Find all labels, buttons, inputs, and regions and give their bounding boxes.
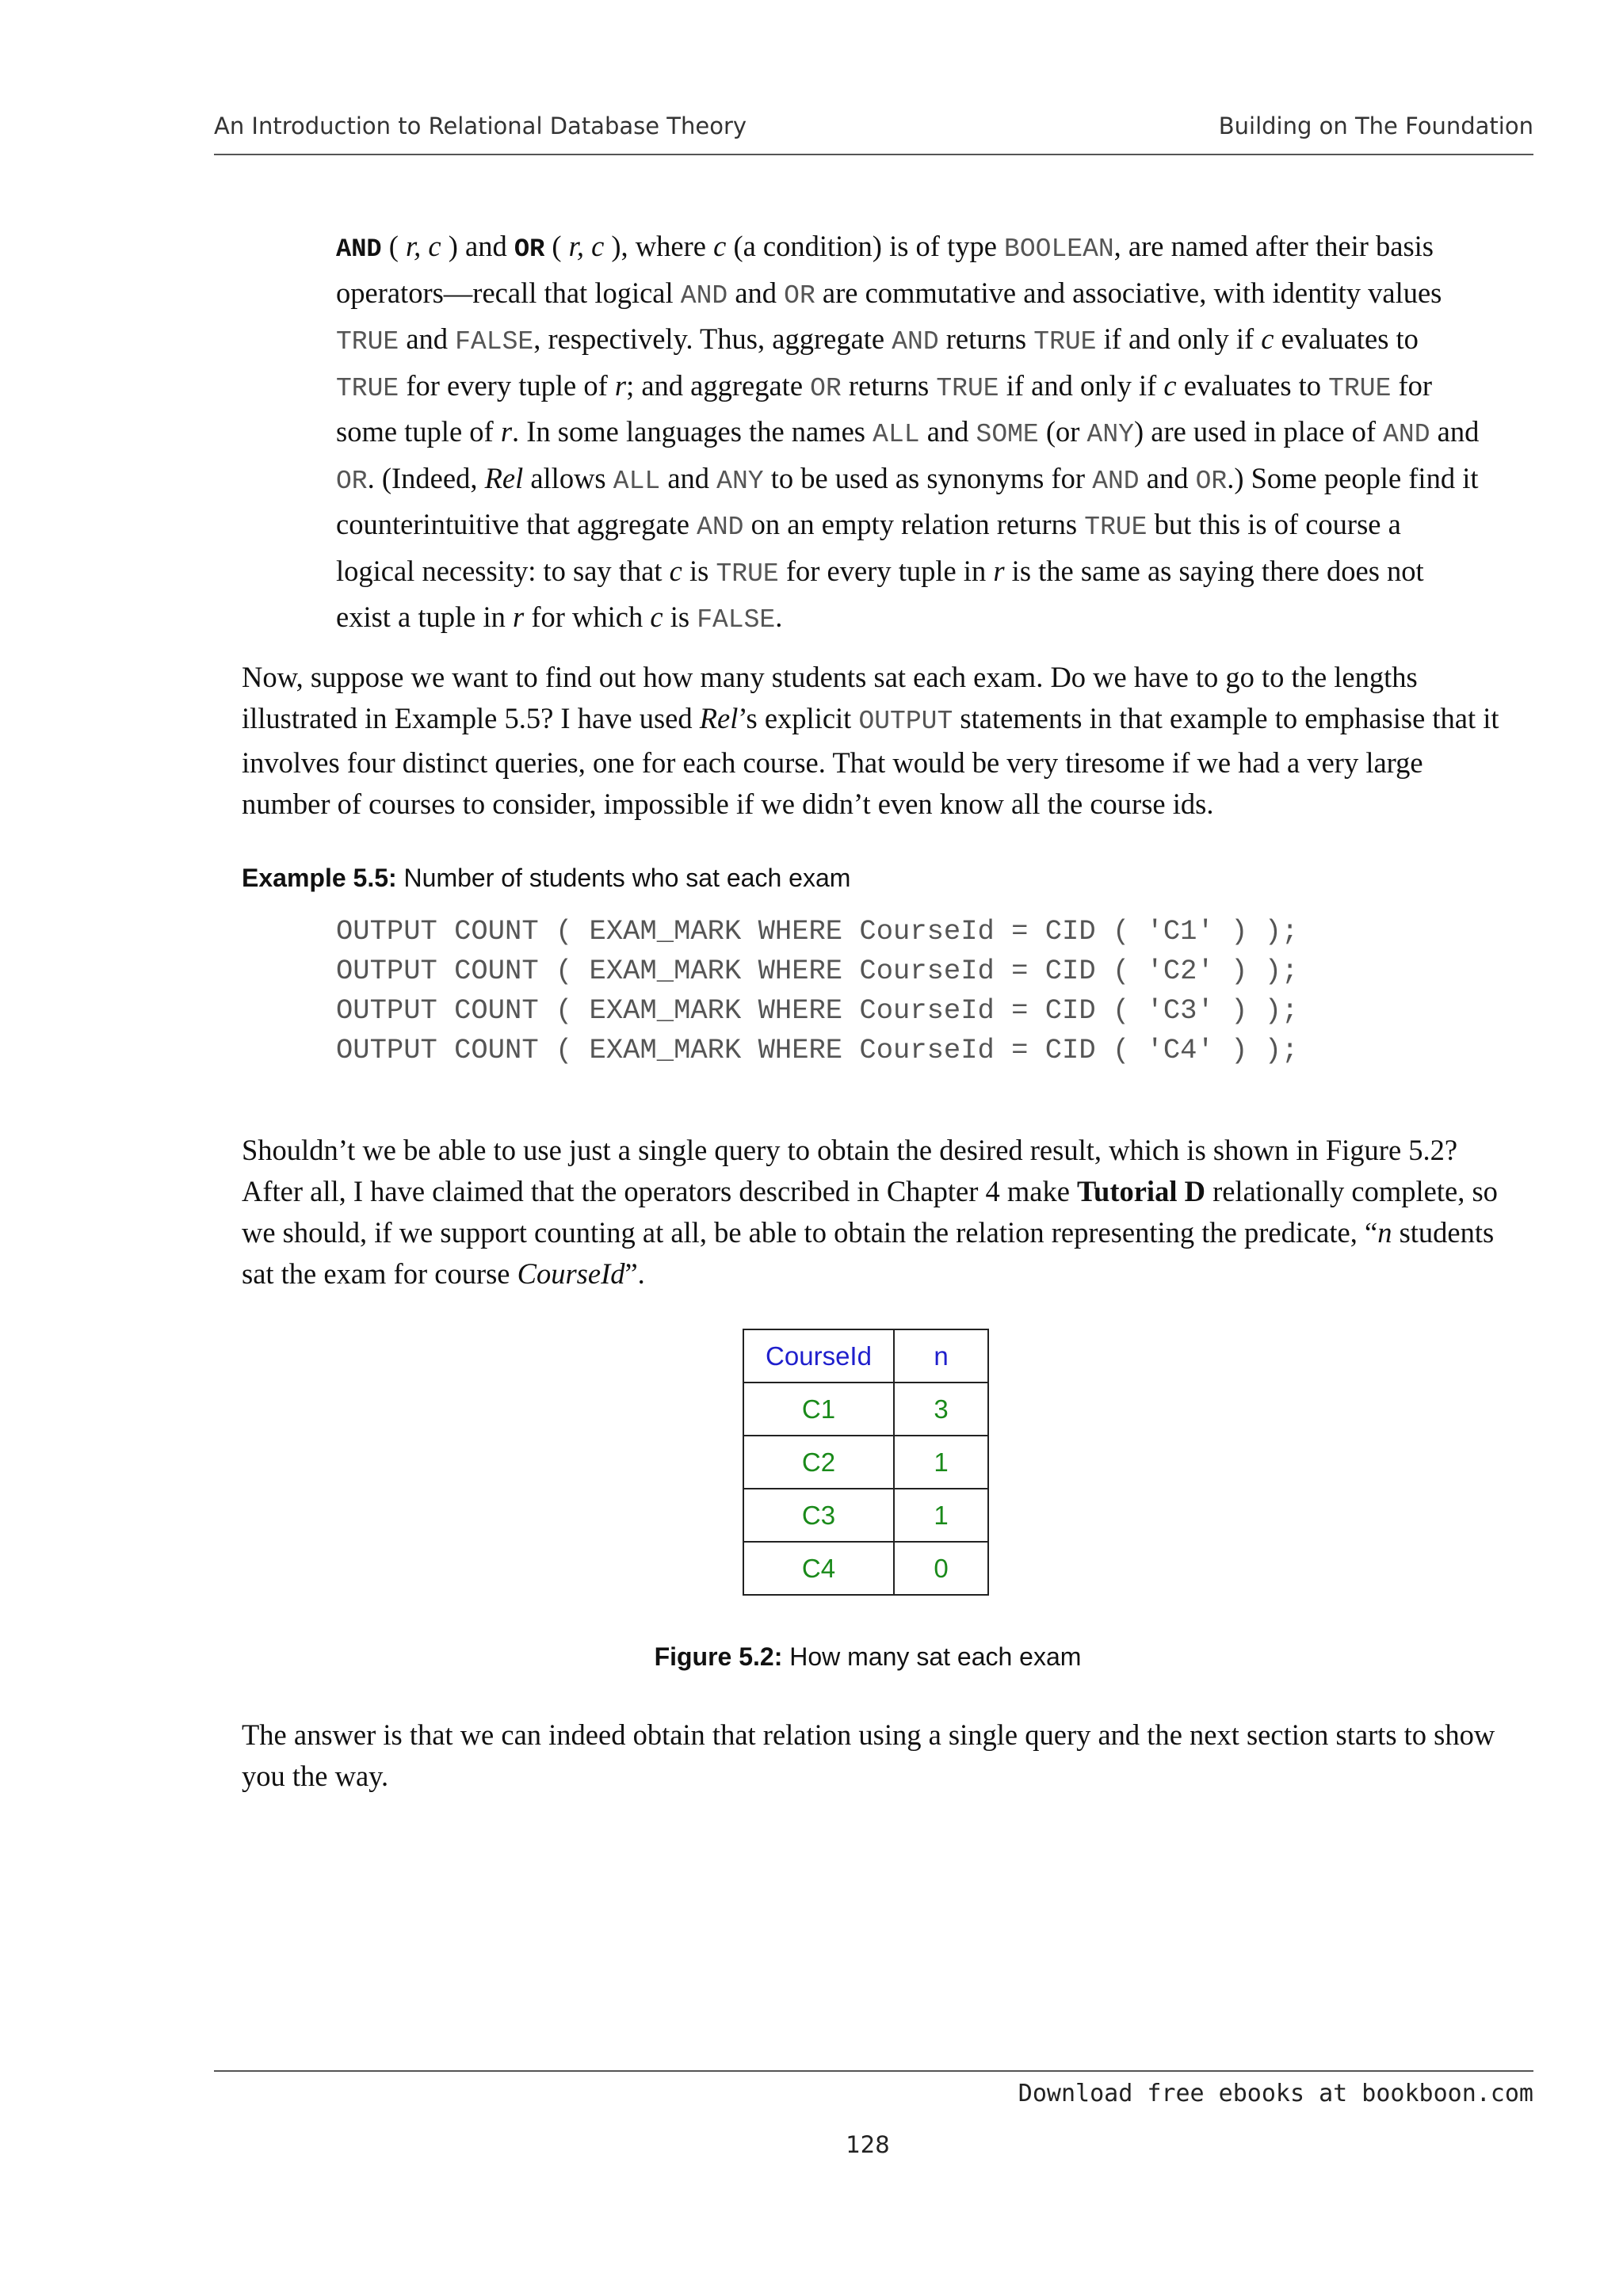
code-line: OUTPUT COUNT ( EXAM_MARK WHERE CourseId = CID ( 'C3' ) );	[336, 994, 1299, 1027]
table-cell: C2	[743, 1436, 894, 1489]
table-cell: C3	[743, 1489, 894, 1542]
footer-download-text: Download free ebooks at bookboon.com	[1018, 2080, 1533, 2107]
paragraph-answer: The answer is that we can indeed obtain that relation using a single query and the next section starts to show you the way.	[242, 1718, 1495, 1792]
chapter-title: Building on The Foundation	[1218, 113, 1533, 139]
column-header: CourseId	[743, 1329, 894, 1383]
relation-table	[743, 1329, 989, 1596]
example-caption: Example 5.5: Number of students who sat each exam	[242, 864, 851, 892]
table-row	[743, 1542, 988, 1595]
table-cell: 3	[894, 1383, 988, 1436]
table-cell: 1	[894, 1436, 988, 1489]
table-cell: 0	[894, 1542, 988, 1595]
aggregate-and-or-block: AND ( r, c ) and OR ( r, c ), where c (a condition) is of type BOOLEAN, are named after their basis operators—recall that logical AND and OR are commutative and associative, with identity values TRUE and FALSE, respectively. Thus, aggregate AND returns TRUE if and only if c evaluates to TRUE for every tuple of r; and aggregate OR returns TRUE if and only if c evaluates to TRUE for some tuple of r. In some languages the names ALL and SOME (or ANY) are used in place of AND and OR. (Indeed, Rel allows ALL and ANY to be used as synonyms for AND and OR.) Some people find it counterintuitive that aggregate AND on an empty relation returns TRUE but this is of course a logical necessity: to say that c is TRUE for every tuple in r is the same as saying there does not exist a tuple in r for which c is FALSE.	[336, 230, 1480, 635]
book-title: An Introduction to Relational Database Theory	[214, 113, 747, 139]
footer-divider	[214, 2070, 1533, 2072]
code-line: OUTPUT COUNT ( EXAM_MARK WHERE CourseId = CID ( 'C1' ) );	[336, 915, 1299, 948]
table-row	[743, 1436, 988, 1489]
page-number: 128	[846, 2131, 890, 2158]
table-cell: C4	[743, 1542, 894, 1595]
code-listing	[336, 912, 1298, 1070]
table-row	[743, 1489, 988, 1542]
paragraph-lengths: Now, suppose we want to find out how many students sat each exam. Do we have to go to the lengths illustrated in Example 5.5? I have used Rel’s explicit OUTPUT statements in that example to emphasise that it involves four distinct queries, one for each course. That would be very tiresome if we had a very large number of courses to consider, impossible if we didn’t even know all the course ids.	[242, 661, 1499, 820]
figure-caption: Figure 5.2: How many sat each exam	[654, 1642, 1082, 1671]
table-cell: 1	[894, 1489, 988, 1542]
code-line: OUTPUT COUNT ( EXAM_MARK WHERE CourseId = CID ( 'C4' ) );	[336, 1034, 1299, 1066]
table-row	[743, 1383, 988, 1436]
table-cell: C1	[743, 1383, 894, 1436]
paragraph-single-query: Shouldn’t we be able to use just a single query to obtain the desired result, which is shown in Figure 5.2? After all, I have claimed that the operators described in Chapter 4 make Tutorial D relationally complete, so we should, if we support counting at all, be able to obtain the relation representing the predicate, “n students sat the exam for course CourseId”.	[242, 1134, 1498, 1290]
running-header	[214, 109, 1533, 155]
code-line: OUTPUT COUNT ( EXAM_MARK WHERE CourseId = CID ( 'C2' ) );	[336, 955, 1299, 987]
column-header: n	[894, 1329, 988, 1383]
table-header-row	[743, 1329, 988, 1383]
